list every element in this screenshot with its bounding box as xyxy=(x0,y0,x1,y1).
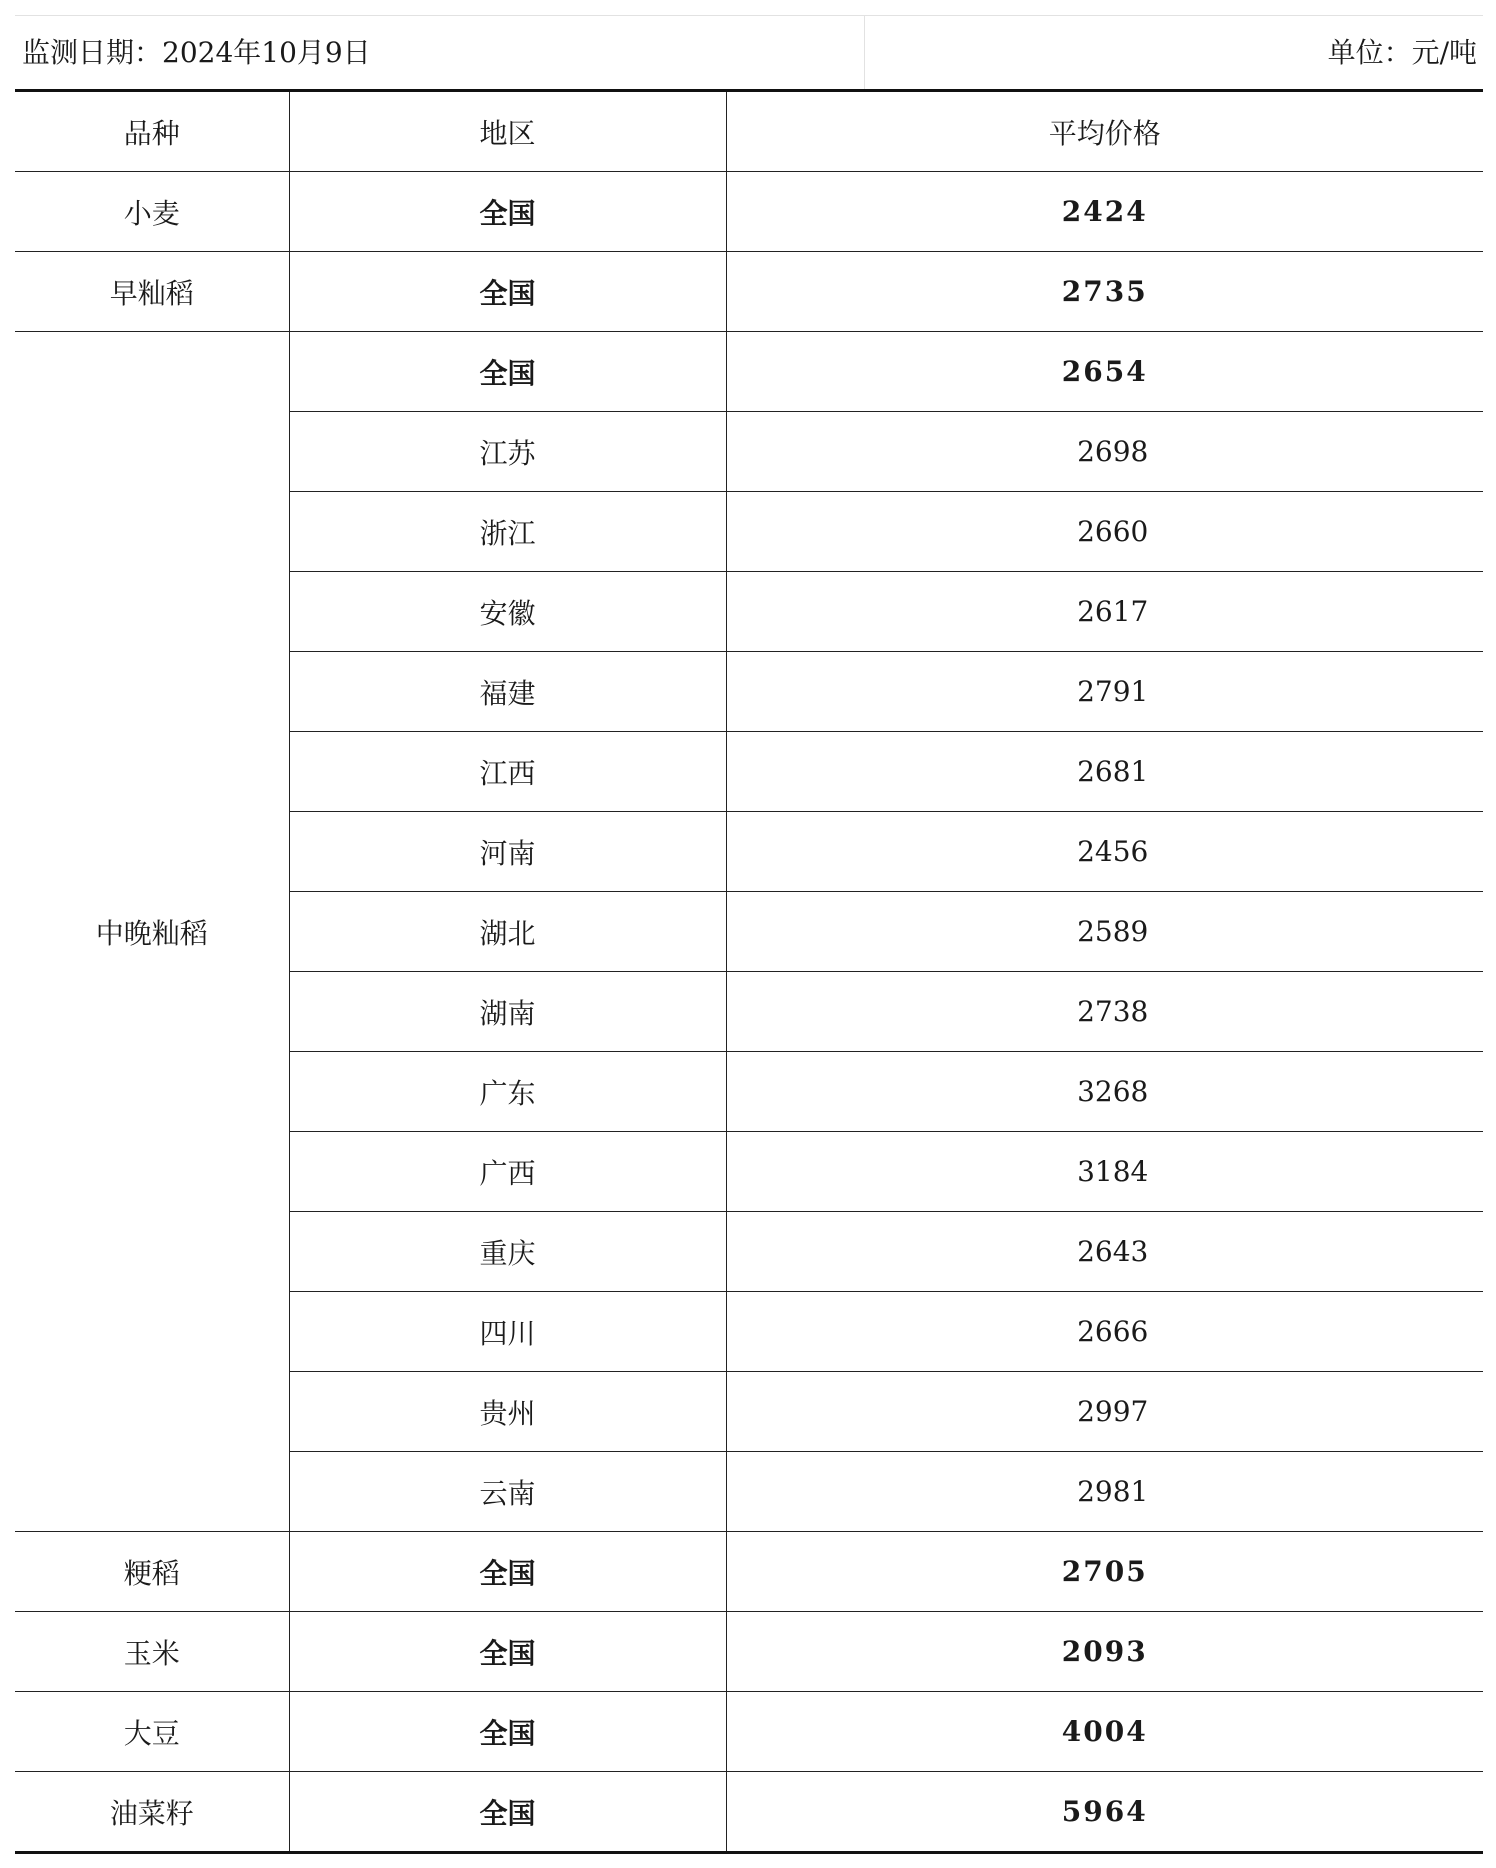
table-row xyxy=(15,1692,1483,1772)
meta-divider xyxy=(864,16,865,89)
price-value: 2738 xyxy=(1077,995,1149,1028)
price-value: 2617 xyxy=(1077,595,1149,628)
price-value: 2681 xyxy=(1077,755,1149,788)
price-value: 2997 xyxy=(1077,1395,1149,1428)
price-value: 3268 xyxy=(1077,1075,1149,1108)
price-cell xyxy=(726,1212,1483,1292)
price-value: 2981 xyxy=(1077,1475,1149,1508)
region-cell: 湖北 xyxy=(289,892,726,972)
header-row xyxy=(15,91,1483,172)
price-value: 4004 xyxy=(1061,1715,1148,1748)
price-cell xyxy=(726,412,1483,492)
table-row xyxy=(15,1532,1483,1612)
price-cell xyxy=(726,812,1483,892)
price-cell xyxy=(726,1292,1483,1372)
variety-cell: 玉米 xyxy=(15,1612,289,1692)
price-cell xyxy=(726,1452,1483,1532)
price-value: 3184 xyxy=(1077,1155,1149,1188)
header-price: 平均价格 xyxy=(726,91,1483,172)
price-value: 2705 xyxy=(1061,1555,1148,1588)
region-cell: 全国 xyxy=(289,1532,726,1612)
price-value: 2735 xyxy=(1061,275,1148,308)
region-cell: 重庆 xyxy=(289,1212,726,1292)
price-table xyxy=(15,89,1483,1854)
price-cell xyxy=(726,972,1483,1052)
price-value: 2660 xyxy=(1077,515,1149,548)
price-value: 2791 xyxy=(1077,675,1149,708)
region-cell: 河南 xyxy=(289,812,726,892)
price-cell xyxy=(726,1772,1483,1853)
variety-cell: 大豆 xyxy=(15,1692,289,1772)
price-cell xyxy=(726,1692,1483,1772)
meta-row xyxy=(15,15,1483,89)
region-cell: 广西 xyxy=(289,1132,726,1212)
price-table-body xyxy=(15,91,1483,1853)
price-cell xyxy=(726,732,1483,812)
price-cell xyxy=(726,1612,1483,1692)
price-cell xyxy=(726,252,1483,332)
region-cell: 全国 xyxy=(289,1772,726,1853)
variety-cell: 早籼稻 xyxy=(15,252,289,332)
table-row xyxy=(15,1612,1483,1692)
region-cell: 全国 xyxy=(289,1692,726,1772)
table-row xyxy=(15,172,1483,252)
price-cell xyxy=(726,332,1483,412)
region-cell: 贵州 xyxy=(289,1372,726,1452)
unit-label: 单位：元/吨 xyxy=(1327,36,1477,69)
table-row xyxy=(15,332,1483,412)
variety-cell: 小麦 xyxy=(15,172,289,252)
header-region: 地区 xyxy=(289,91,726,172)
price-value: 2456 xyxy=(1077,835,1149,868)
region-cell: 安徽 xyxy=(289,572,726,652)
table-row xyxy=(15,1772,1483,1853)
price-cell xyxy=(726,892,1483,972)
region-cell: 浙江 xyxy=(289,492,726,572)
region-cell: 四川 xyxy=(289,1292,726,1372)
price-cell xyxy=(726,1132,1483,1212)
region-cell: 全国 xyxy=(289,252,726,332)
price-cell xyxy=(726,1372,1483,1452)
region-cell: 福建 xyxy=(289,652,726,732)
region-cell: 全国 xyxy=(289,172,726,252)
price-cell xyxy=(726,492,1483,572)
monitoring-date: 监测日期：2024年10月9日 xyxy=(22,36,371,69)
price-value: 2654 xyxy=(1061,355,1148,388)
price-value: 2424 xyxy=(1061,195,1148,228)
price-value: 5964 xyxy=(1061,1795,1148,1828)
variety-cell: 油菜籽 xyxy=(15,1772,289,1853)
price-value: 2666 xyxy=(1077,1315,1149,1348)
price-value: 2093 xyxy=(1061,1635,1148,1668)
price-cell xyxy=(726,172,1483,252)
price-cell xyxy=(726,572,1483,652)
price-cell xyxy=(726,652,1483,732)
price-value: 2589 xyxy=(1077,915,1149,948)
variety-cell: 中晚籼稻 xyxy=(15,332,289,1532)
price-sheet xyxy=(15,15,1483,1854)
region-cell: 江苏 xyxy=(289,412,726,492)
variety-cell: 粳稻 xyxy=(15,1532,289,1612)
region-cell: 全国 xyxy=(289,1612,726,1692)
region-cell: 云南 xyxy=(289,1452,726,1532)
price-value: 2643 xyxy=(1077,1235,1149,1268)
region-cell: 广东 xyxy=(289,1052,726,1132)
header-variety: 品种 xyxy=(15,91,289,172)
price-cell xyxy=(726,1052,1483,1132)
region-cell: 江西 xyxy=(289,732,726,812)
region-cell: 全国 xyxy=(289,332,726,412)
region-cell: 湖南 xyxy=(289,972,726,1052)
table-row xyxy=(15,252,1483,332)
price-cell xyxy=(726,1532,1483,1612)
price-value: 2698 xyxy=(1077,435,1149,468)
